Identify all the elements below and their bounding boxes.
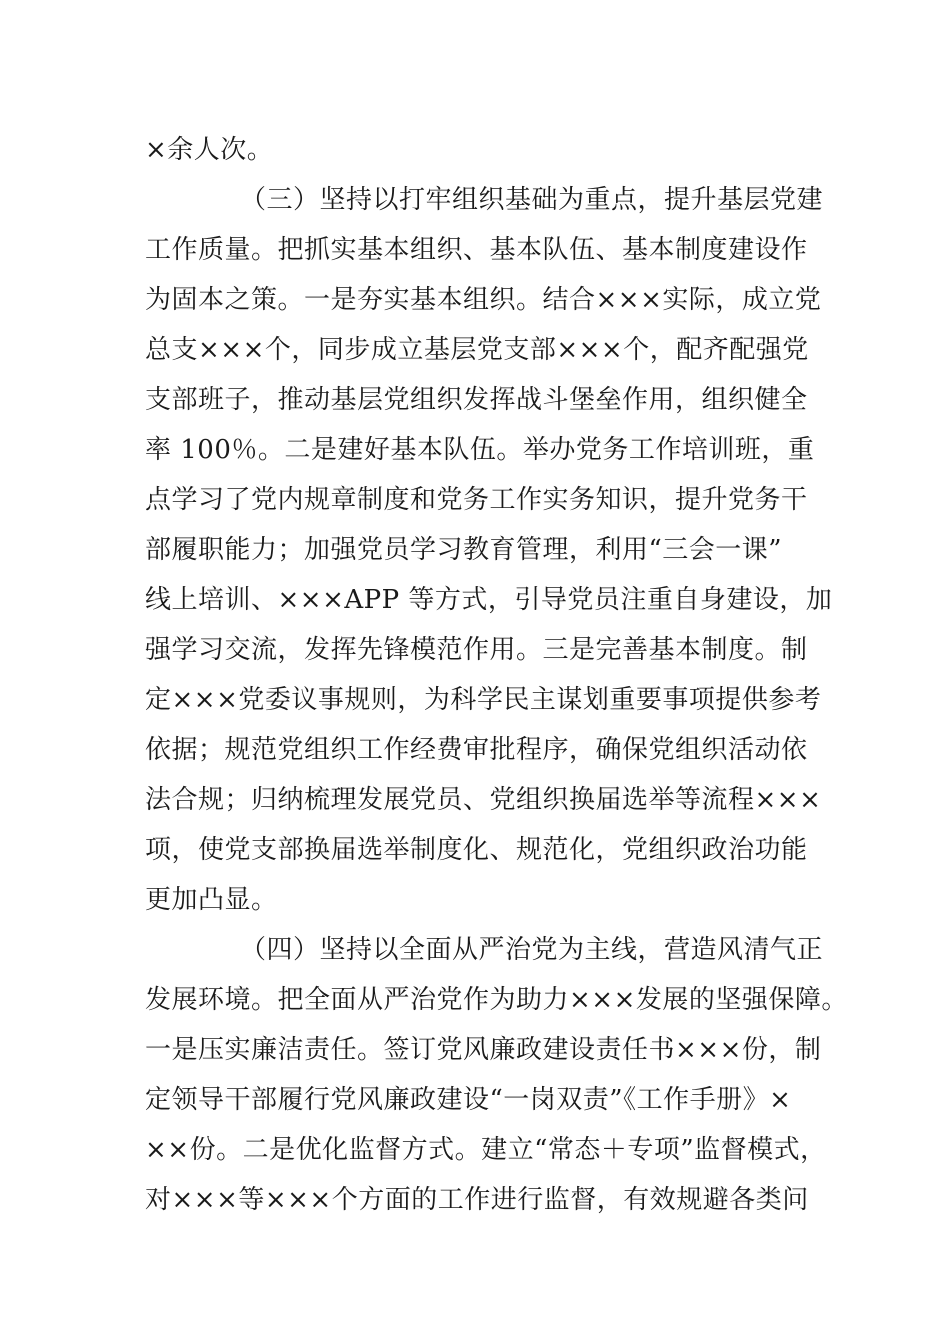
text-line: ××份。二是优化监督方式。建立“常态＋专项”监督模式， [145, 1135, 827, 1165]
text-line: 强学习交流，发挥先锋模范作用。三是完善基本制度。制 [145, 635, 808, 665]
text-line: 发展环境。把全面从严治党作为助力×××发展的坚强保障。 [145, 985, 848, 1015]
section-heading-4: （四）坚持以全面从严治党为主线，营造风清气正 [240, 935, 824, 965]
text-line: 率 100％。二是建好基本队伍。举办党务工作培训班，重 [145, 435, 815, 465]
text-line: 为固本之策。一是夯实基本组织。结合×××实际，成立党 [145, 285, 822, 315]
text-line: 总支×××个，同步成立基层党支部×××个，配齐配强党 [145, 335, 809, 365]
text-line: 支部班子，推动基层党组织发挥战斗堡垒作用，组织健全 [145, 385, 808, 415]
section-heading-3: （三）坚持以打牢组织基础为重点，提升基层党建 [240, 185, 824, 215]
text-line: 项，使党支部换届选举制度化、规范化，党组织政治功能 [145, 835, 808, 865]
text-line: 法合规；归纳梳理发展党员、党组织换届选举等流程××× [145, 785, 822, 815]
text-line: 一是压实廉洁责任。签订党风廉政建设责任书×××份，制 [145, 1035, 822, 1065]
text-line: ×余人次。 [145, 135, 274, 165]
text-line: 对×××等×××个方面的工作进行监督，有效规避各类问 [145, 1185, 809, 1215]
text-line: 部履职能力；加强党员学习教育管理，利用“三会一课” [145, 535, 783, 565]
text-line: 定×××党委议事规则，为科学民主谋划重要事项提供参考 [145, 685, 822, 715]
text-line: 定领导干部履行党风廉政建设“一岗双责”《工作手册》× [145, 1085, 792, 1115]
text-line: 线上培训、×××APP 等方式，引导党员注重自身建设，加 [145, 585, 833, 615]
text-line: 更加凸显。 [145, 885, 278, 915]
text-line: 工作质量。把抓实基本组织、基本队伍、基本制度建设作 [145, 235, 808, 265]
text-line: 依据；规范党组织工作经费审批程序，确保党组织活动依 [145, 735, 808, 765]
text-line: 点学习了党内规章制度和党务工作实务知识，提升党务干 [145, 485, 808, 515]
